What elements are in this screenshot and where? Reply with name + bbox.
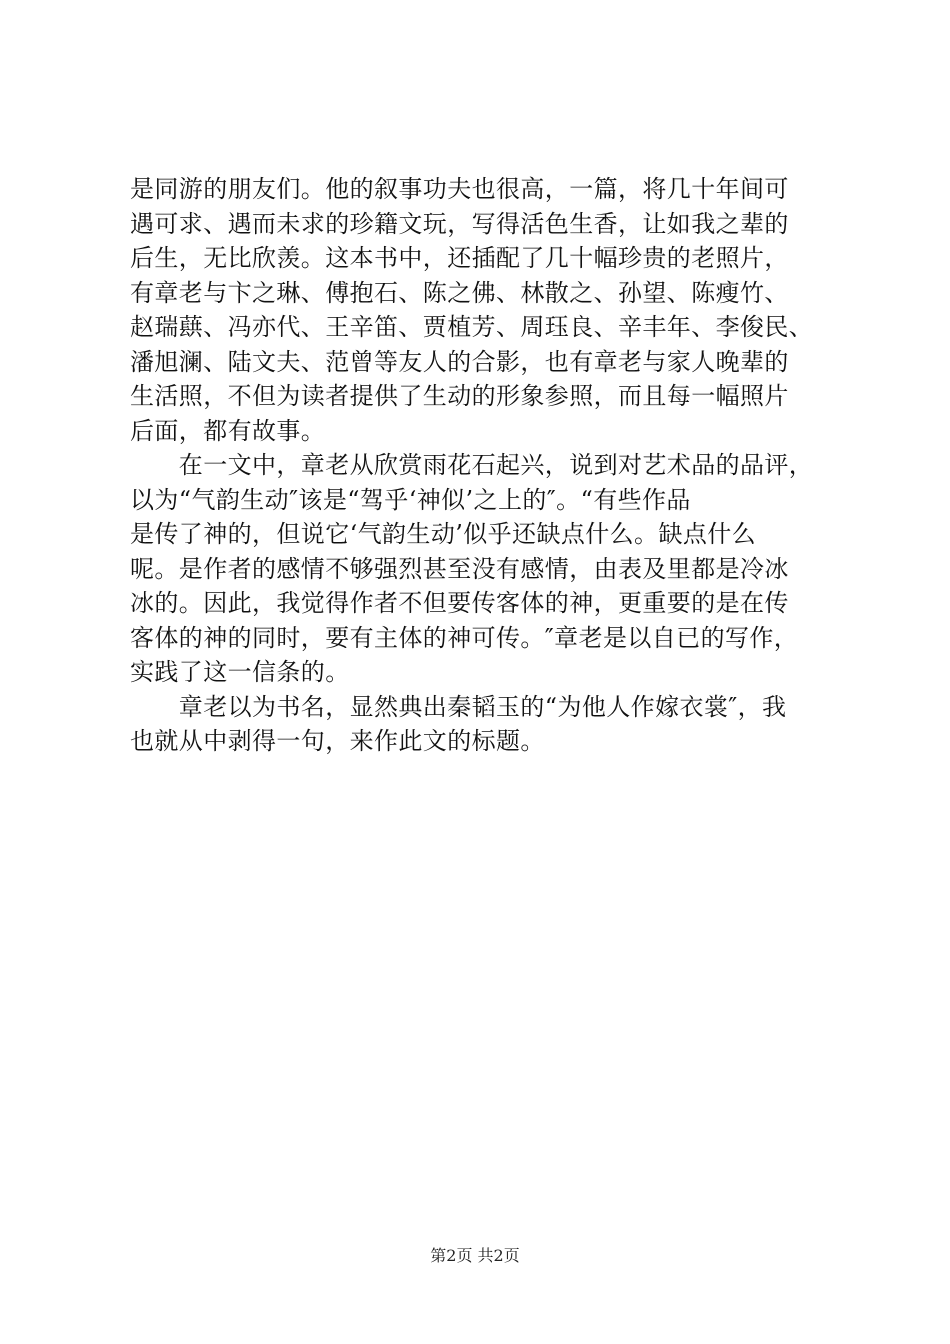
text-line: 客体的神的同时，要有主体的神可传。″章老是以自已的写作， [130, 623, 799, 652]
text-line: 以为“气韵生动″该是“驾乎‘神似’之上的″。“有些作品 [130, 485, 691, 514]
text-line: 后面，都有故事。 [130, 416, 326, 445]
text-line: 后生，无比欣羡。这本书中，还插配了几十幅珍贵的老照片， [130, 244, 789, 272]
text-line: 实践了这一信条的。 [130, 658, 350, 686]
text-line: 呢。是作者的感情不够强烈甚至没有感情，由表及里都是冷冰 [130, 554, 789, 583]
text-line: 是同游的朋友们。他的叙事功夫也很高，一篇，将几十年间可 [130, 175, 789, 203]
text-line: 赵瑞蕻、冯亦代、王辛笛、贾植芳、周珏良、辛丰年、李俊民、 [130, 313, 814, 341]
text-line: 冰的。因此，我觉得作者不但要传客体的神，更重要的是在传 [130, 589, 789, 617]
text-line: 遇可求、遇而未求的珍籍文玩，写得活色生香，让如我之辈的 [130, 209, 789, 238]
body-text [130, 172, 860, 759]
text-line: 有章老与卞之琳、傅抱石、陈之佛、林散之、孙望、陈瘦竹、 [130, 278, 789, 307]
text-line: 章老以为书名，显然典出秦韬玉的“为他人作嫁衣裳″，我 [130, 692, 787, 721]
text-line: 潘旭澜、陆文夫、范曾等友人的合影，也有章老与家人晚辈的 [130, 347, 789, 376]
text-line: 也就从中剥得一句，来作此文的标题。 [130, 727, 545, 755]
text-line: 生活照，不但为读者提供了生动的形象参照，而且每一幅照片 [130, 382, 789, 410]
page-number: 第2页 共2页 [430, 1246, 520, 1265]
text-line: 在一文中，章老从欣赏雨花石起兴，说到对艺术品的品评， [130, 451, 814, 479]
text-line: 是传了神的，但说它‘气韵生动’似乎还缺点什么。缺点什么 [130, 520, 757, 548]
